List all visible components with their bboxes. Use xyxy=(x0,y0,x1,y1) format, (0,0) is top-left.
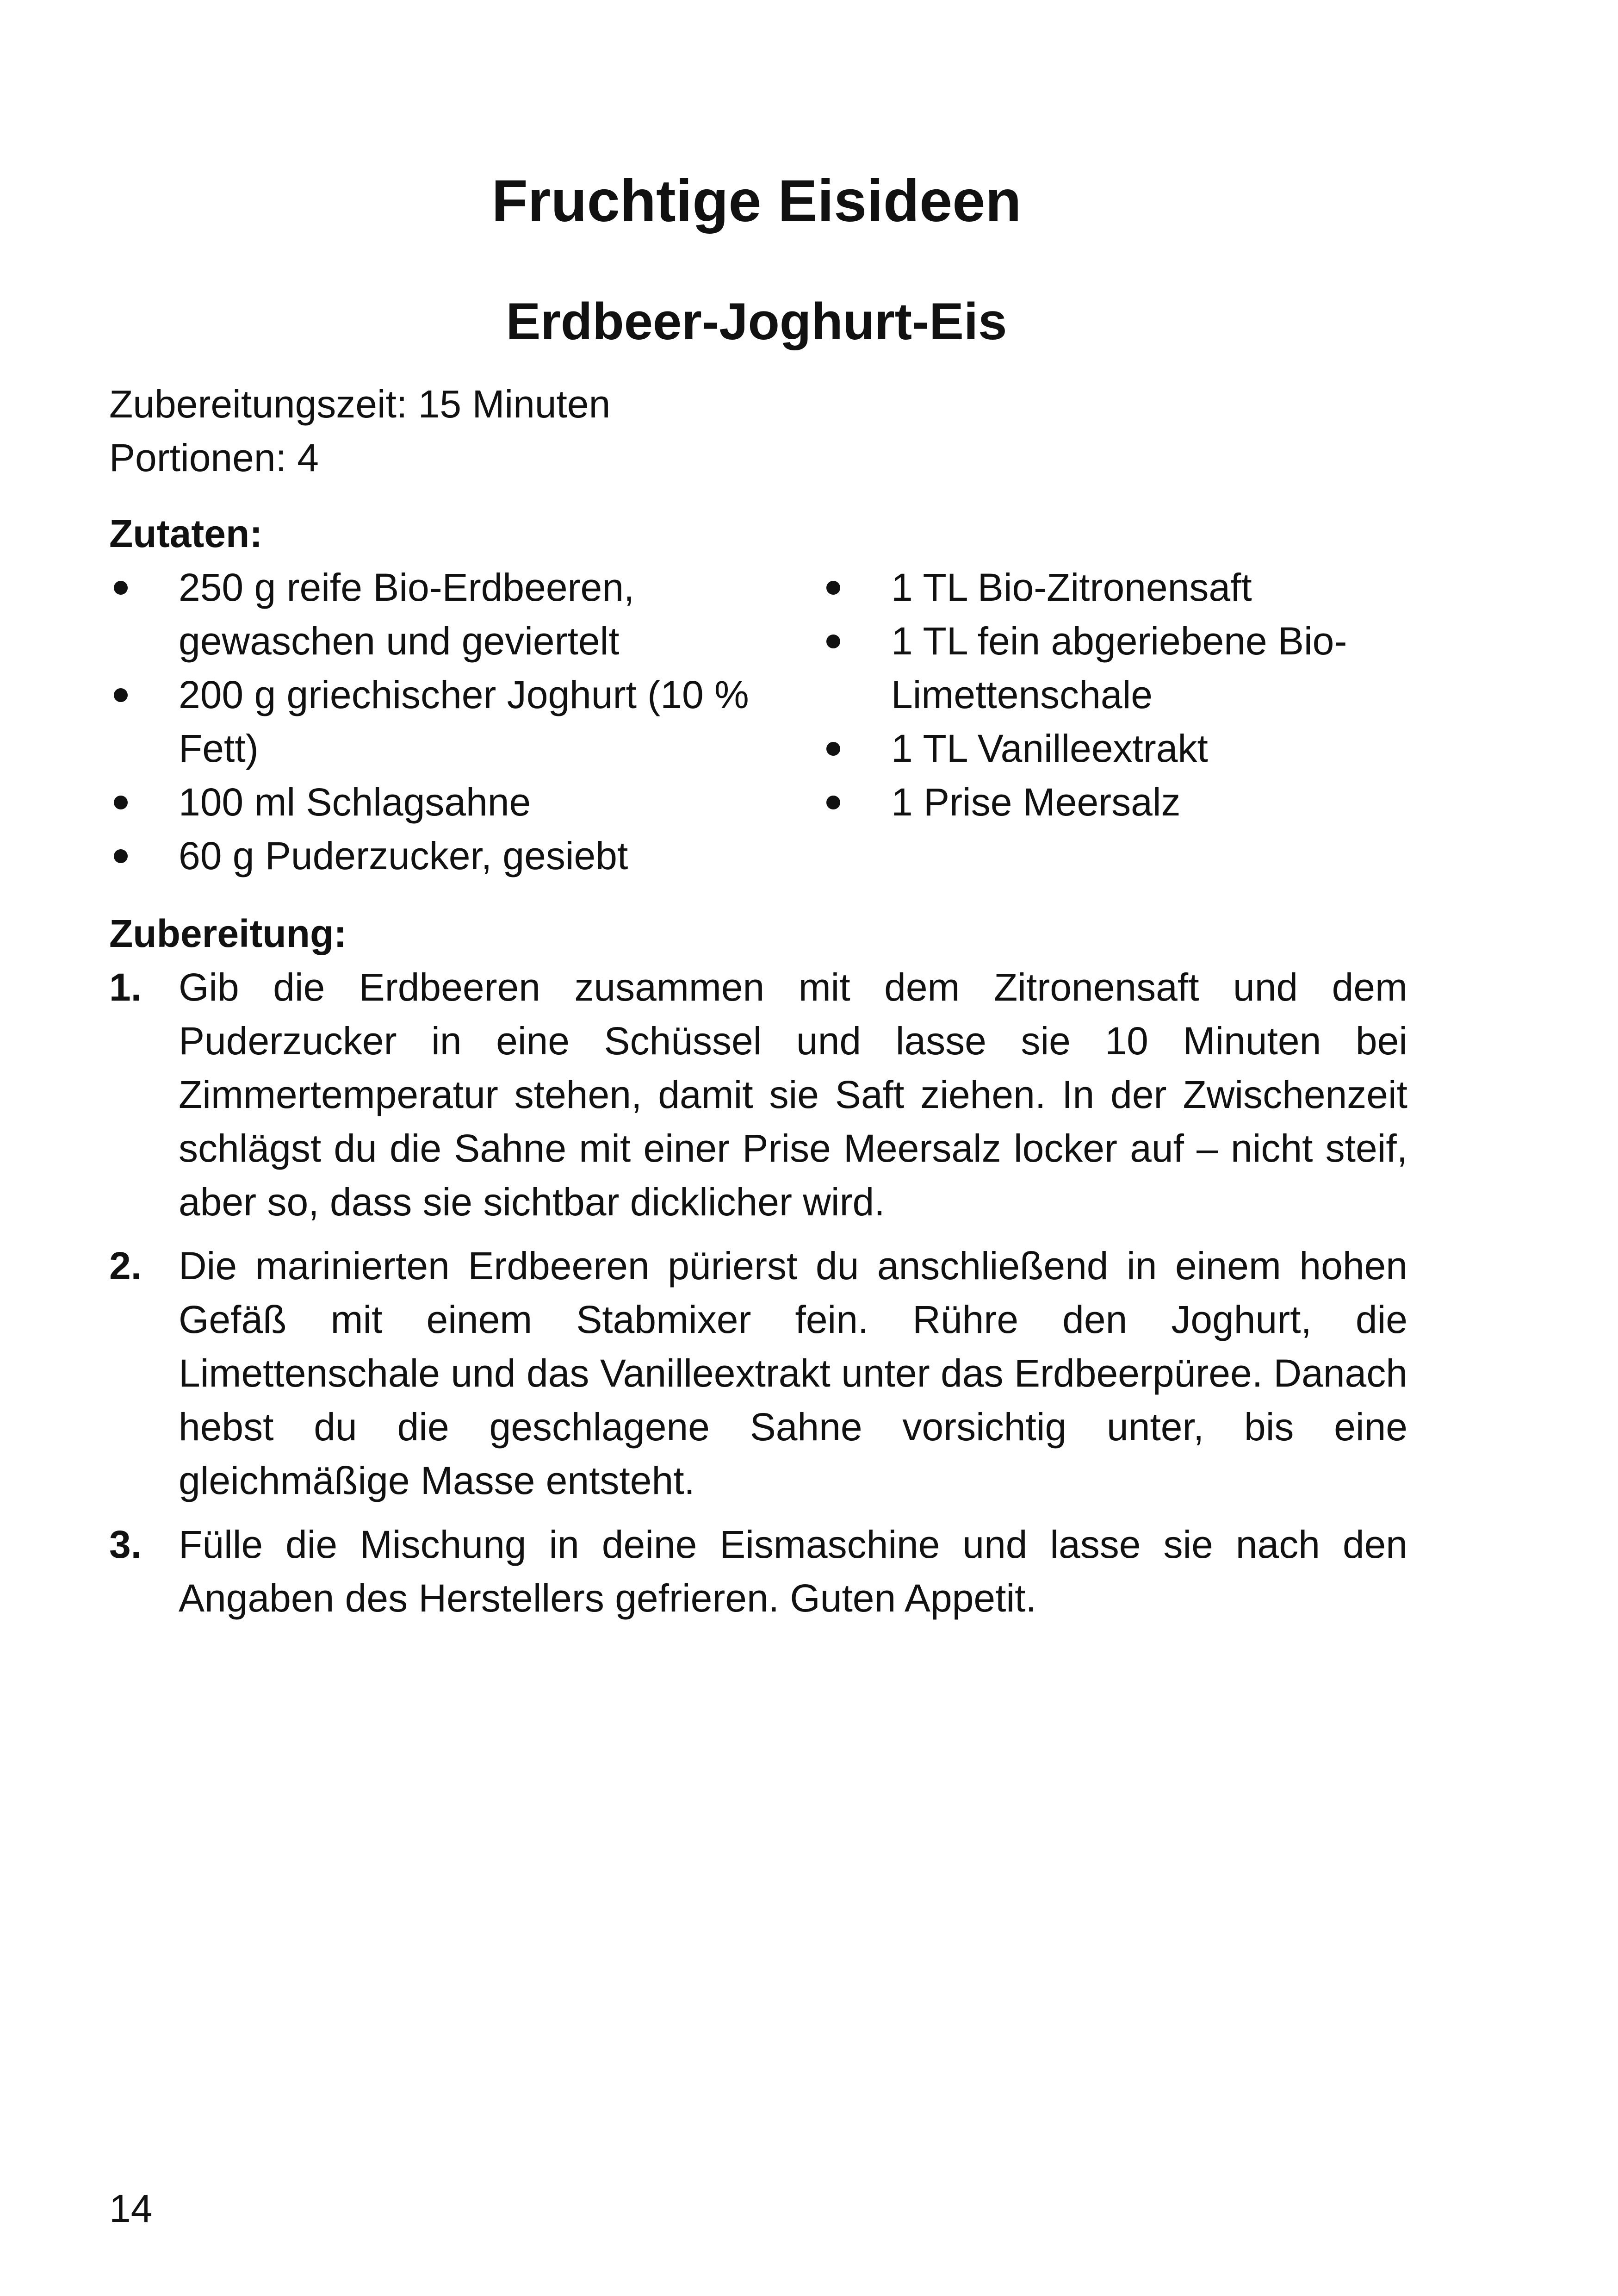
recipe-body xyxy=(109,377,1407,1635)
ingredient-text: 100 ml Schlagsahne xyxy=(179,780,531,824)
step-item xyxy=(109,1239,1407,1507)
ingredient-text: 1 TL Bio-Zitronensaft xyxy=(891,566,1252,609)
ingredient-text: 250 g reife Bio-Erdbeeren, gewaschen und geviertelt xyxy=(179,566,635,663)
bullet-icon xyxy=(826,742,840,756)
ingredient-item xyxy=(822,560,1407,614)
ingredient-item xyxy=(109,775,803,829)
prep-time: Zubereitungszeit: 15 Minuten xyxy=(109,382,611,426)
step-number: 1. xyxy=(109,965,142,1009)
recipe-title: Erdbeer-Joghurt-Eis xyxy=(506,292,1007,350)
step-number: 3. xyxy=(109,1523,142,1566)
ingredients-column-left xyxy=(109,560,803,883)
bullet-icon xyxy=(826,581,840,595)
step-number: 2. xyxy=(109,1244,142,1288)
ingredients-heading: Zutaten: xyxy=(109,512,263,555)
ingredient-item xyxy=(109,668,803,775)
step-text: Die marinierten Erdbeeren pürierst du anschließend in einem hohen Gefäß mit einem Stabmixer fein. Rühre den Joghurt, die Limettenschale und das Vanilleextrakt unter das Erdbeerpüree. Danach hebst du die geschlagene Sahne vorsichtig unter, bis eine gleichmäßige Masse entsteht. xyxy=(179,1244,1407,1502)
servings: Portionen: 4 xyxy=(109,436,319,479)
ingredient-text: 1 TL Vanilleextrakt xyxy=(891,727,1208,770)
bullet-icon xyxy=(826,796,840,809)
ingredient-text: 60 g Puderzucker, gesiebt xyxy=(179,834,628,877)
step-item xyxy=(109,960,1407,1229)
preparation-steps xyxy=(109,960,1407,1625)
bullet-icon xyxy=(826,635,840,648)
chapter-title: Fruchtige Eisideen xyxy=(491,168,1022,234)
bullet-icon xyxy=(114,796,128,809)
ingredient-item xyxy=(822,614,1407,722)
step-text: Fülle die Mischung in deine Eismaschine und lasse sie nach den Angaben des Herstellers gefrieren. Guten Appetit. xyxy=(179,1523,1407,1620)
ingredient-item xyxy=(109,829,803,883)
step-text: Gib die Erdbeeren zusammen mit dem Zitronensaft und dem Puderzucker in eine Schüssel und lasse sie 10 Minuten bei Zimmertemperatur stehen, damit sie Saft ziehen. In der Zwischenzeit schlägst du die Sahne mit einer Prise Meersalz locker auf – nicht steif, aber so, dass sie sichtbar dicklicher wird. xyxy=(179,965,1407,1224)
bullet-icon xyxy=(114,581,128,595)
ingredient-item xyxy=(109,560,803,668)
ingredients-column-right xyxy=(822,560,1407,829)
bullet-icon xyxy=(114,688,128,702)
bullet-icon xyxy=(114,849,128,863)
step-item xyxy=(109,1518,1407,1625)
ingredients-list xyxy=(109,560,1407,883)
preparation-heading: Zubereitung: xyxy=(109,912,347,955)
ingredient-item xyxy=(822,722,1407,775)
ingredient-text: 1 TL fein abgeriebene Bio-Limettenschale xyxy=(891,619,1347,716)
ingredient-text: 200 g griechischer Joghurt (10 % Fett) xyxy=(179,673,749,770)
page-number: 14 xyxy=(109,2187,153,2230)
ingredient-text: 1 Prise Meersalz xyxy=(891,780,1181,824)
ingredient-item xyxy=(822,775,1407,829)
